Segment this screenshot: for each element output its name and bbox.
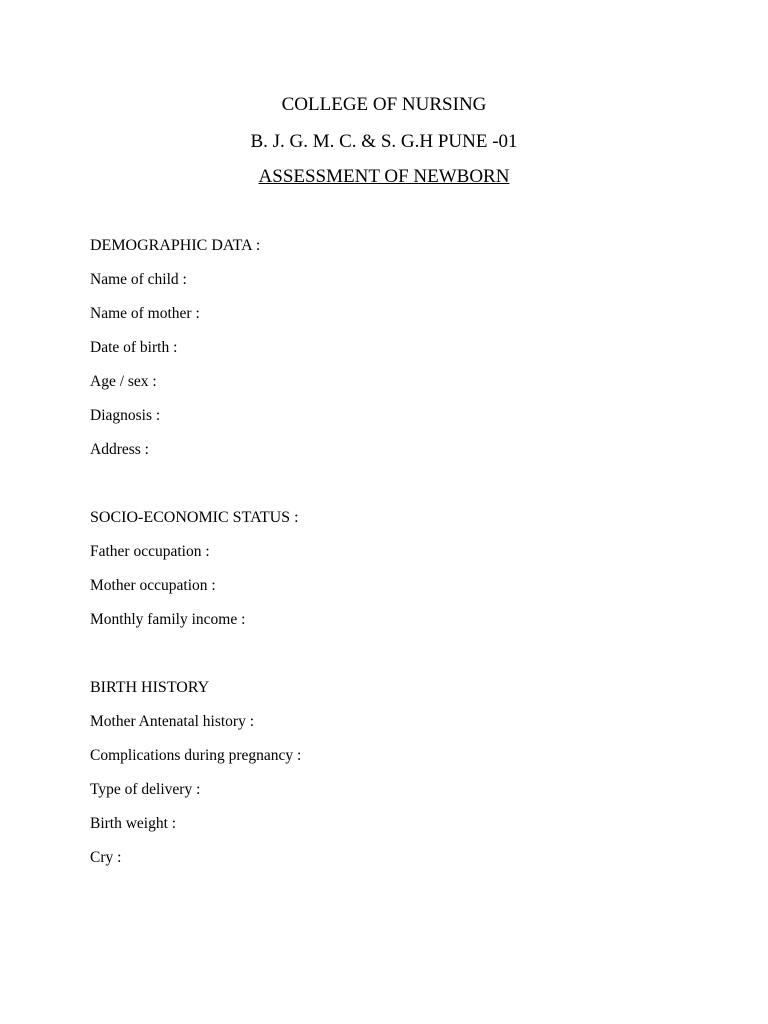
field-name-of-child: Name of child : bbox=[90, 271, 187, 288]
institution-title: COLLEGE OF NURSING bbox=[281, 94, 487, 115]
field-age-sex: Age / sex : bbox=[90, 373, 157, 390]
field-date-of-birth: Date of birth : bbox=[90, 339, 178, 356]
field-mother-occupation: Mother occupation : bbox=[90, 577, 216, 594]
field-address: Address : bbox=[90, 441, 149, 458]
field-name-of-mother: Name of mother : bbox=[90, 305, 200, 322]
field-monthly-family-income: Monthly family income : bbox=[90, 611, 246, 628]
field-diagnosis: Diagnosis : bbox=[90, 407, 161, 424]
socio-economic-heading: SOCIO-ECONOMIC STATUS : bbox=[90, 509, 299, 526]
field-complications-during-pregnancy: Complications during pregnancy : bbox=[90, 747, 302, 764]
field-type-of-delivery: Type of delivery : bbox=[90, 781, 201, 798]
field-cry: Cry : bbox=[90, 849, 122, 866]
demographic-section bbox=[90, 236, 710, 460]
demographic-heading: DEMOGRAPHIC DATA : bbox=[90, 237, 261, 254]
field-father-occupation: Father occupation : bbox=[90, 543, 210, 560]
field-mother-antenatal-history: Mother Antenatal history : bbox=[90, 713, 255, 730]
college-name: B. J. G. M. C. & S. G.H PUNE -01 bbox=[250, 131, 518, 152]
birth-history-heading: BIRTH HISTORY bbox=[90, 679, 210, 696]
birth-history-section bbox=[90, 678, 710, 868]
field-birth-weight: Birth weight : bbox=[90, 815, 177, 832]
socio-economic-section bbox=[90, 508, 710, 630]
form-title: ASSESSMENT OF NEWBORN bbox=[258, 166, 510, 187]
